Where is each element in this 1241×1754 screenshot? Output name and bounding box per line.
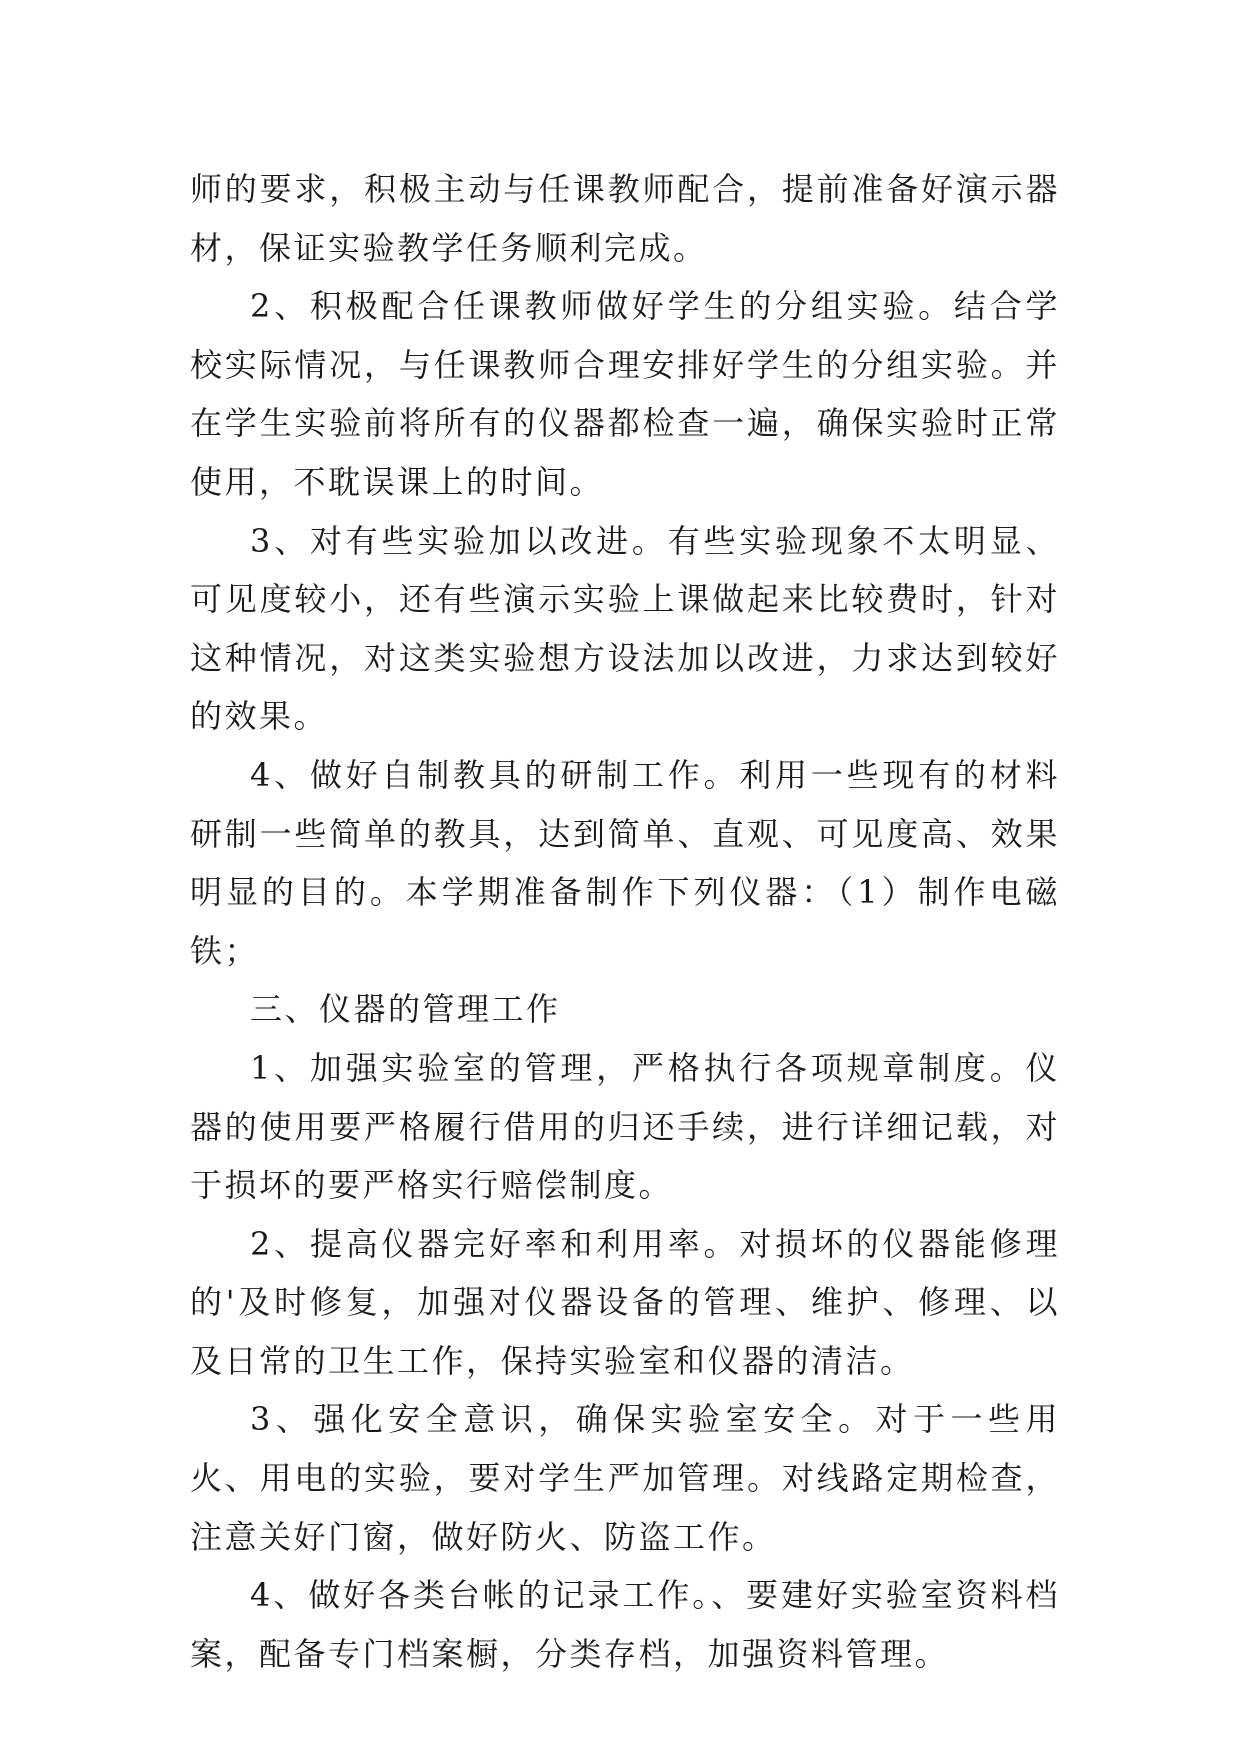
paragraph-item-3-improve-experiments: 3、对有些实验加以改进。有些实验现象不太明显、可见度较小，还有些演示实验上课做起来比较费时，针对这种情况，对这类实验想方设法加以改进，力求达到较好的效果。 <box>190 521 1060 736</box>
paragraph-item-3-safety: 3、强化安全意识，确保实验室安全。对于一些用火、用电的实验，要对学生严加管理。对线路定期检查，注意关好门窗，做好防火、防盗工作。 <box>190 1400 1060 1556</box>
document-body <box>190 160 1060 1683</box>
paragraph-item-4-records: 4、做好各类台帐的记录工作。、要建好实验室资料档案，配备专门档案橱，分类存档，加强资料管理。 <box>190 1576 1060 1673</box>
paragraph-item-2-group-experiments: 2、积极配合任课教师做好学生的分组实验。结合学校实际情况，与任课教师合理安排好学生的分组实验。并在学生实验前将所有的仪器都检查一遍，确保实验时正常使用，不耽误课上的时间。 <box>190 287 1060 501</box>
paragraph-item-4-teaching-aids: 4、做好自制教具的研制工作。利用一些现有的材料研制一些简单的教具，达到简单、直观、可见度高、效果明显的目的。本学期准备制作下列仪器：（1）制作电磁铁； <box>190 755 1060 970</box>
paragraph-item-2-instrument-repair: 2、提高仪器完好率和利用率。对损坏的仪器能修理的'及时修复，加强对仪器设备的管理、维护、修理、以及日常的卫生工作，保持实验室和仪器的清洁。 <box>190 1224 1060 1380</box>
paragraph-continuation: 师的要求，积极主动与任课教师配合，提前准备好演示器材，保证实验教学任务顺利完成。 <box>190 170 1060 267</box>
section-heading-instrument-management: 三、仪器的管理工作 <box>250 990 561 1029</box>
paragraph-item-1-lab-management: 1、加强实验室的管理，严格执行各项规章制度。仪器的使用要严格履行借用的归还手续，进行详细记载，对于损坏的要严格实行赔偿制度。 <box>190 1048 1060 1205</box>
